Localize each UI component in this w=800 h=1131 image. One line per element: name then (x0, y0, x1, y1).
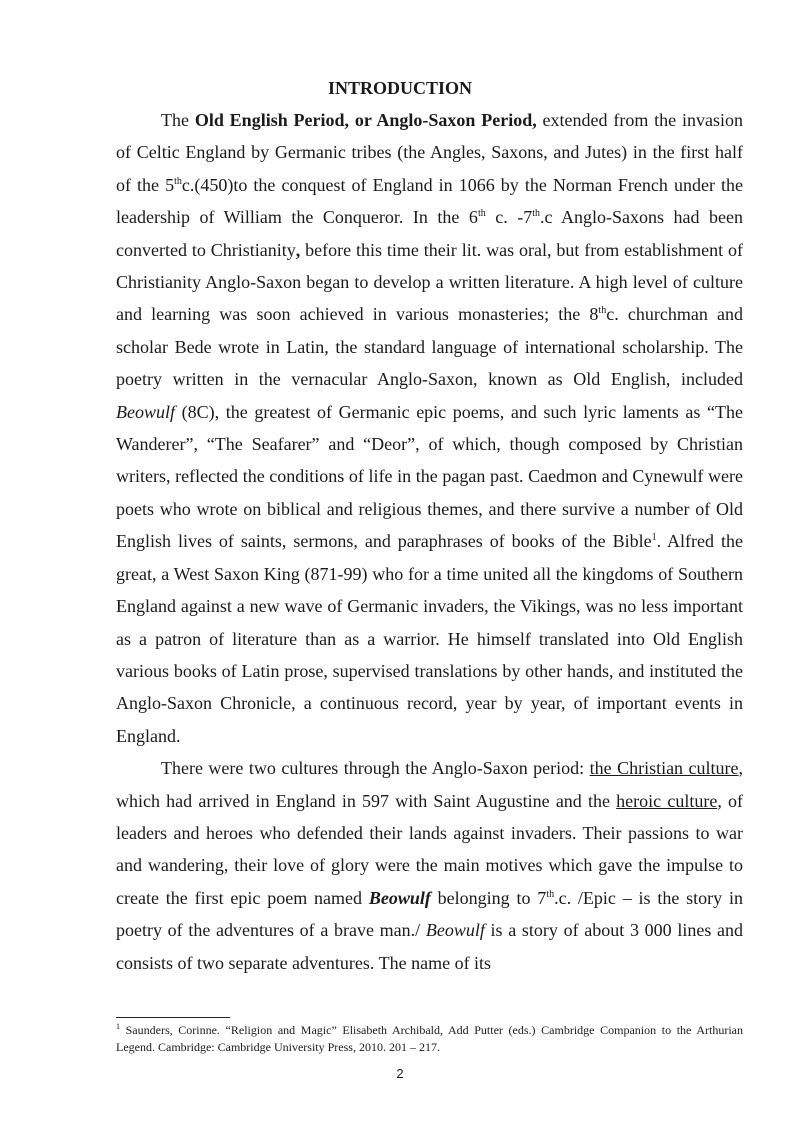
italic-title: Beowulf (425, 920, 485, 941)
superscript: th (546, 888, 555, 900)
footnote-reference[interactable]: 1 (651, 532, 657, 544)
text-span: belonging to 7 (430, 887, 547, 908)
page-title: INTRODUCTION (327, 78, 473, 98)
text-span: c. churchman and scholar Bede wrote in Latin, the standard language of international scholarship. The poetry written in the vernacular Anglo-Saxon, known as Old English, included (116, 304, 743, 390)
text-span: . Alfred the great, a West Saxon King (871-99) who for a time united all the kingdoms of Southern England against a new wave of Germanic invaders, the Vikings, was no less important as a patron of literature than as a warrior. He himself translated into Old English various books of Latin prose, supervised translations by other hands, and instituted the Anglo-Saxon Chronicle, a continuous record, year by year, of important events in England. (116, 531, 743, 746)
text-span: There were two cultures through the Anglo-Saxon period: (161, 758, 590, 779)
page-number: 2 (396, 1066, 404, 1081)
bold-comma: , (295, 239, 301, 260)
footnote-text: Saunders, Corinne. “Religion and Magic” Elisabeth Archibald, Add Putter (eds.) Cambridge Companion to the Arthurian Legend. Cambridge: Cambridge University Press, 2010. 201 – 217. (116, 1023, 743, 1054)
text-span: c.(450)to the conquest of England in 1066 by the Norman French under the leadership of William the Conqueror. In the 6 (116, 174, 743, 228)
bold-term: Old English Period, or Anglo-Saxon Period, (194, 110, 537, 130)
text-span: , of leaders and heroes who defended their lands against invaders. Their passions to war and wandering, their love of glory were the main motives which gave the impulse to create the first epic poem named (116, 790, 743, 908)
bold-italic-title: Beowulf (368, 887, 431, 908)
paragraph-intro (116, 104, 743, 752)
text-span: , which had arrived in England in 597 with Saint Augustine and the (116, 758, 743, 811)
superscript: th (174, 175, 182, 187)
text-span: (8C), the greatest of Germanic epic poems, and such lyric laments as “The Wanderer”, “The Seafarer” and “Deor”, of which, though composed by Christian writers, reflected the conditions of life in the pagan past. Caedmon and Cynewulf were poets who wrote on biblical and religious themes, and there survive a number of Old English lives of saints, sermons, and paraphrases of books of the Bible (116, 401, 743, 552)
text-span: is a story of about 3 000 lines and consists of two separate adventures. The name of its (116, 920, 744, 973)
underlined-term: the Christian culture (589, 758, 739, 779)
paragraph-cultures (116, 752, 743, 979)
footnote-marker: 1 (116, 1022, 120, 1031)
text-span: .c. /Epic – is the story in poetry of the adventures of a brave man./ (116, 887, 743, 941)
footnote-separator (116, 1017, 230, 1018)
superscript: th (598, 305, 607, 317)
superscript: th (477, 208, 486, 220)
text-span: before this time their lit. was oral, but from establishment of Christianity Anglo-Saxon began to develop a written literature. A high level of culture and learning was soon achieved in various monasteries; the 8 (116, 239, 744, 325)
underlined-term: heroic culture (616, 790, 718, 811)
text-span: extended from the invasion of Celtic England by Germanic tribes (the Angles, Saxons, and Jutes) in the first half of the 5 (116, 110, 744, 195)
text-span: c. -7 (485, 207, 533, 228)
text-span: .c Anglo-Saxons had been converted to Christianity (116, 207, 744, 260)
footnote (116, 1022, 743, 1056)
superscript: th (532, 208, 541, 220)
text-span: The (161, 110, 195, 130)
italic-title: Beowulf (116, 401, 175, 422)
body-text (116, 104, 743, 979)
